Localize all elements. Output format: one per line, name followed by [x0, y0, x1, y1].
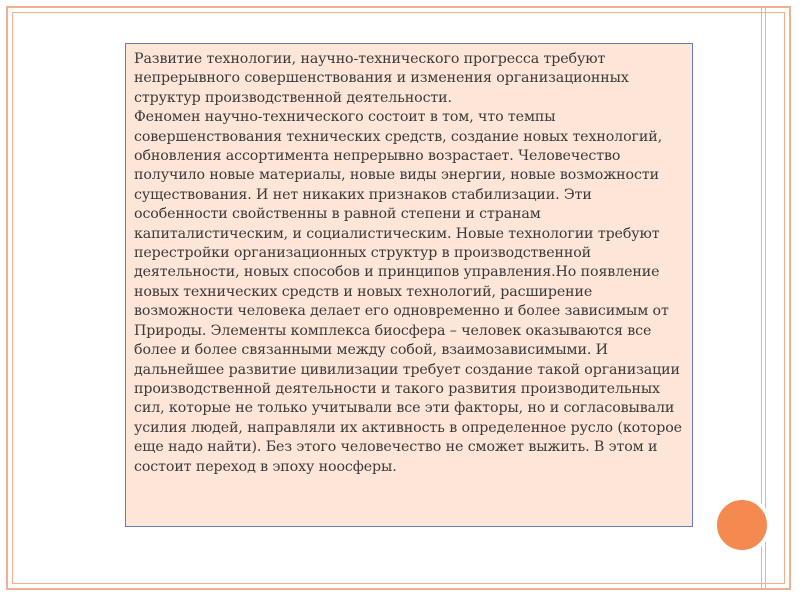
paragraph-main: Феномен научно-технического состоит в том, что темпы совершенствования технических средств, создание новых технологий, обновления ассортимента непрерывно возрастает. Человечество получило новые материалы, новые виды энергии, новые возможности существования. И нет никаких признаков стабилизации. Эти особенности свойственны в равной степени и странам капиталистическим, и социалистическим. Новые технологии требуют перестройки организационных структур в производственной деятельности, новых способов и принципов управления.Но появление новых технических средств и новых технологий, расширение возможности человека делает его одновременно и более зависимым от Природы. Элементы комплекса биосфера – человек оказываются все более и более связанными между собой, взаимозависимыми. И дальнейшее развитие цивилизации требует создание такой организации производственной деятельности и такого развития производительных сил, которые не только учитывали все эти факторы, но и согласовывали усилия людей, направляли их активность в определенное русло (которое еще надо найти). Без этого человечество не сможет выжить. В этом и состоит переход в эпоху ноосферы.	[134, 109, 682, 475]
slide-text-box	[125, 43, 693, 527]
decorative-vertical-line	[765, 6, 766, 590]
paragraph-intro: Развитие технологии, научно-технического прогресса требуют непрерывного совершенствования и изменения организационных структур производственной деятельности.	[134, 51, 629, 106]
decorative-circle-icon	[713, 496, 771, 554]
